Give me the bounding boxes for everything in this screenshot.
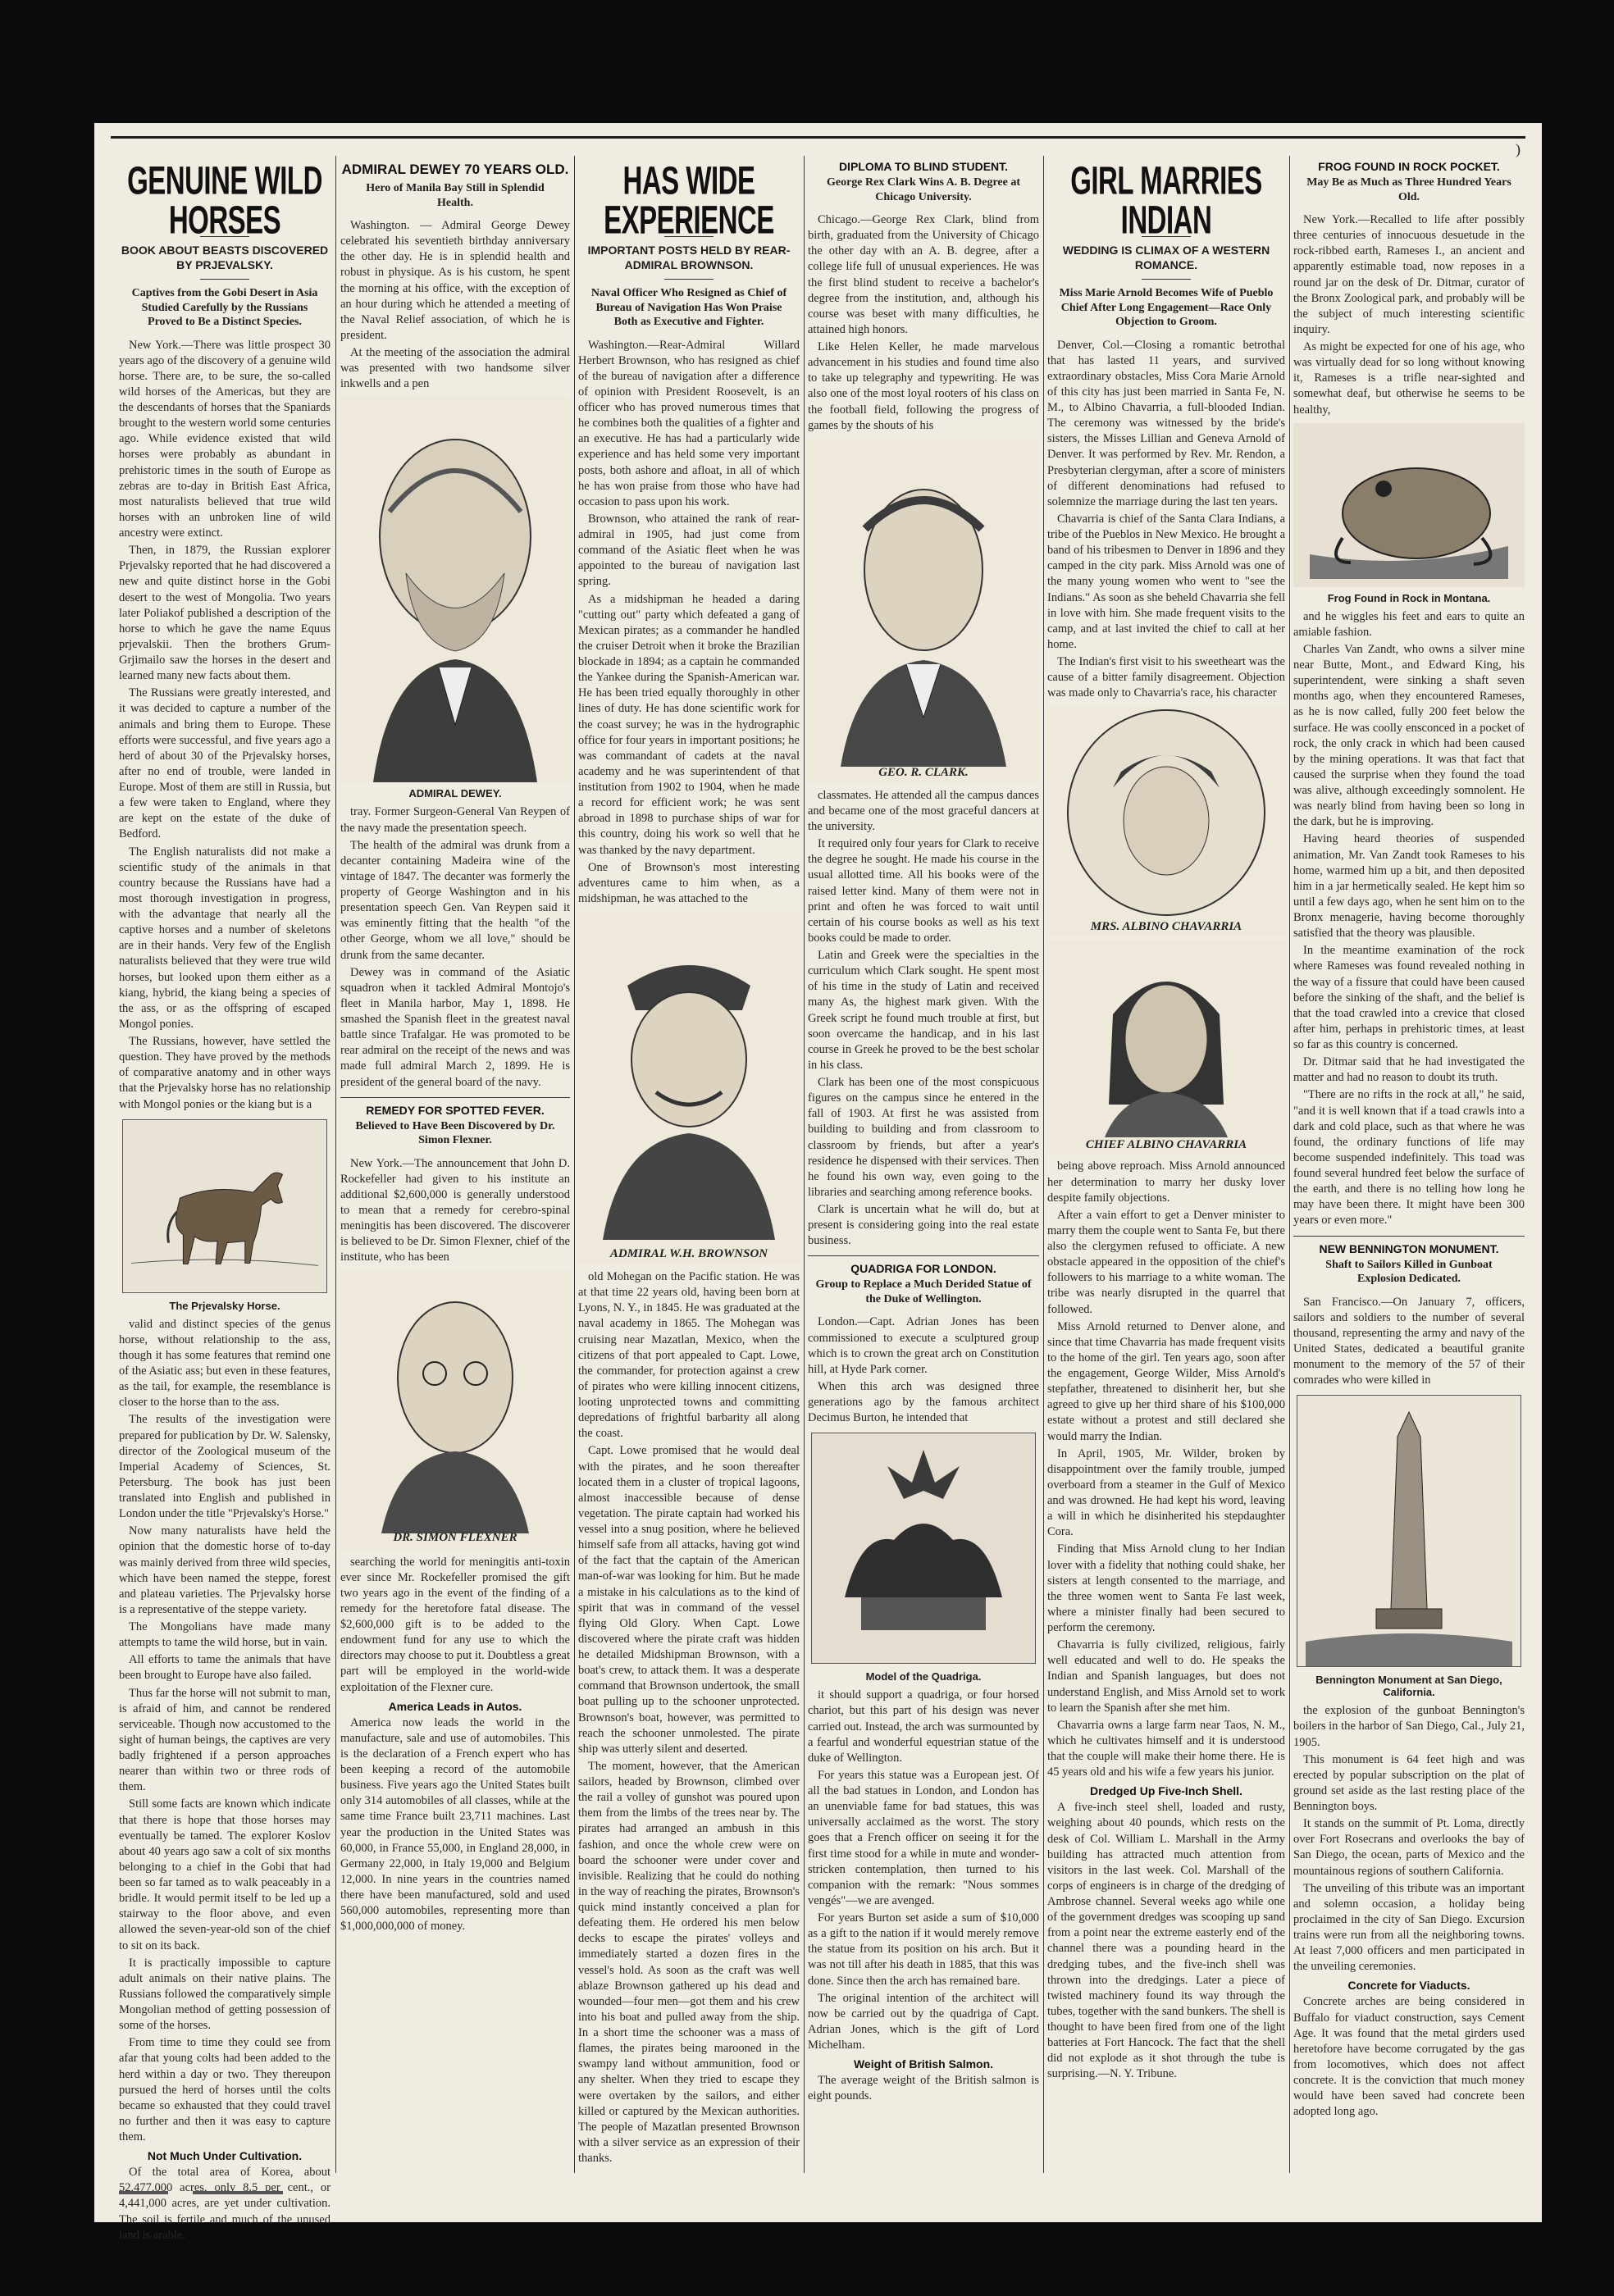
deck: WEDDING IS CLIMAX OF A WESTERN ROMANCE. (1062, 244, 1270, 271)
paragraph: Chavarria is fully civilized, religious, fairly well educated and well to do. He speaks the Indian and Spanish languages, but does not understand English, and Miss Arnold set to work to learn the Spanish after she met him. (1047, 1638, 1285, 1715)
paragraph: Brownson, who attained the rank of rear-admiral in 1905, had just come from command of the Asiatic fleet when he was appointed to the bureau of navigation last spring. (578, 512, 800, 589)
paragraph: The Mongolians have made many attempts to tame the wild horse, but in vain. (119, 1620, 331, 1650)
portrait-drawing-icon (1047, 706, 1285, 936)
paragraph: Chavarria owns a large farm near Taos, N. M., which he cultivates himself and it is understood that the couple will make their home there. He is 45 years old and his wife a few years his junior. (1047, 1718, 1285, 1779)
newspaper-page (94, 123, 1542, 2242)
paragraph: The Indian's first visit to his sweetheart was the cause of a bitter family disagreement. Objection was made only to Chavarria's race, his character (1047, 655, 1285, 700)
paragraph: Like Helen Keller, he made marvelous advancement in his studies and found time also to take up telegraphy and typewriting. He was also one of the most loyal rooters of his class on the football field, following the progress of games by the shouts of his (808, 340, 1039, 432)
deck: George Rex Clark Wins A. B. Degree at Chicago University. (826, 176, 1021, 203)
article-body (578, 338, 800, 908)
article-body-korea (119, 2165, 331, 2244)
paragraph: Washington.—Rear-Admiral Willard Herbert Brownson, who has resigned as chief of the bureau of navigation after a difference of opinion with President Roosevelt, is an officer who has proved numerous times that he combines both the qualities of a fighter and an executive. He has had a particularly wide experience and has held some very important posts, both ashore and afloat, in all of which he has won praise from those who have had occasion to pass upon his work. (578, 338, 800, 508)
subhead: Not Much Under Cultivation. (147, 2149, 303, 2163)
paragraph: The average weight of the British salmon is eight pounds. (808, 2074, 1039, 2103)
paragraph: Dr. Ditmar said that he had investigated the matter and had no reason to doubt its truth. (1293, 1055, 1525, 1085)
article-body-salmon (808, 2073, 1039, 2104)
subhead: Concrete for Viaducts. (1347, 1979, 1470, 1993)
paragraph: It stands on the summit of Pt. Loma, directly over Fort Rosecrans and overlooks the bay of San Diego, the ocean, parts of Mexico and the mountainous regions of southern California. (1293, 1817, 1525, 1878)
paragraph: being above reproach. Miss Arnold announced her determination to marry her dusky lover despite family objections. (1047, 1159, 1285, 1205)
horse-drawing-icon (123, 1120, 326, 1292)
divider (340, 1097, 570, 1098)
headline-remedy: REMEDY FOR SPOTTED FEVER. (366, 1103, 545, 1117)
headline: FROG FOUND IN ROCK POCKET. (1318, 160, 1500, 173)
brownson-portrait (578, 912, 800, 1264)
folio: ) (1516, 141, 1521, 157)
headline: HAS WIDE EXPERIENCE (604, 158, 774, 242)
article-body-continued (1047, 1159, 1285, 1780)
headline: DIPLOMA TO BLIND STUDENT. (838, 160, 1009, 173)
paragraph: The Russians, however, have settled the question. They have proved by the methods of comparative anatomy and in other ways that the Prjevalsky horse has no relationship with Mongol ponies or the kiang but is a (119, 1035, 331, 1111)
article-body (808, 212, 1039, 434)
paragraph: and he wiggles his feet and ears to quite an amiable fashion. (1293, 609, 1525, 639)
paragraph: The English naturalists did not make a scientific study of the animals in that country because the Russians have had a most thorough investigation in progress, with the advantage that nearly all the captive horses and a number of skeletons are in their hands. Very few of the English naturalists believed that they were true wild horses, but looked upon them either as a kiang, hybrid, the kiang being a species of the ass, or as the offspring of escaped Mongol ponies. (119, 845, 331, 1031)
paragraph: The unveiling of this tribute was an important and solemn occasion, a holiday being proclaimed in the city of San Diego. Excursion trains were run from all the neighboring towns. At least 7,000 officers and men participated in the unveiling ceremonies. (1293, 1881, 1525, 1974)
figure-caption: Model of the Quadriga. (865, 1670, 982, 1683)
paragraph: New York.—There was little prospect 30 years ago of the discovery of a genuine wild horse. There are, to be sure, the so-called wild horses of the Americas, but they are the descendants of horses that the Spaniards brought to the western world some centuries ago. While evidence existed that wild horses were probably as abundant in prehistoric times in the south of Europe as zebras are to-day in British East Africa, most naturalists believed that true wild horses with an unbroken line of wild ancestry were extinct. (119, 338, 331, 540)
paragraph: Charles Van Zandt, who owns a silver mine near Butte, Mont., and Edward King, his superintendent, were sinking a shaft seven months ago, when they encountered Rameses, as he is now called, fully 200 feet below the surface. He was coolly ensconced in a pocket of rock, the only crack in which had been caused by the mining operations. It was that fact that caused the surprise when they found the toad was alive, although exceedingly somnolent. He was nearly blind from having been so long in the dark, but he is improving. (1293, 642, 1525, 829)
paragraph: searching the world for meningitis anti-toxin ever since Mr. Rockefeller promised the gift two years ago in the event of the finding of a remedy for the heretofore fatal disease. The $2,600,000 gift is to be added to the endowment fund for any use to which the directors may choose to put it. Doubtless a great part will be employed in the world-wide exploitation of the Flexner cure. (340, 1555, 570, 1694)
deck: Group to Replace a Much Derided Statue of the Duke of Wellington. (815, 1278, 1032, 1305)
deck: IMPORTANT POSTS HELD BY REAR-ADMIRAL BROWNSON. (587, 244, 791, 271)
article-body-continued (340, 804, 570, 1090)
figure-caption: Bennington Monument at San Diego, California. (1315, 1674, 1502, 1699)
portrait-signature: DR. SIMON FLEXNER (393, 1530, 517, 1544)
figure-caption: Frog Found in Rock in Montana. (1327, 591, 1491, 604)
paragraph: New York.—Recalled to life after possibly three centuries of innocuous desuetude in the rock-ribbed earth, Rameses I., an ancient and apparently estimable toad, now reposes in a round jar on the desk of Dr. Ditmar, curator of the Bronx Zoological park, and probably will be the subject of much interesting scientific inquiry. (1293, 213, 1525, 336)
subdeck: Captives from the Gobi Desert in Asia Studied Carefully by the Russians Proved to Be a Distinct Species. (131, 287, 318, 328)
paragraph: Now many naturalists have held the opinion that the domestic horse of to-day was mainly derived from three wild species, which have been named the steppe, forest and plateau varieties. The Prjevalsky horse is a representative of the steppe variety. (119, 1524, 331, 1616)
clark-portrait (808, 439, 1039, 783)
paragraph: For years this statue was a European jest. Of all the bad statues in London, and London has an unenviable fame for bad statues, this was universally acclaimed as the worst. The story goes that a French officer on seeing it for the first time stood for a while in mute and wonder-stricken contemplation, then turned to his companion with the remark: "Nous sommes vengés"—we are avenged. (808, 1768, 1039, 1907)
article-body-remedy-continued (340, 1555, 570, 1696)
column-blind-student (808, 156, 1039, 2173)
paragraph: A five-inch steel shell, loaded and rusty, weighing about 40 pounds, which rests on the desk of Col. William L. Marshall in the Army building has attracted much attention from visitors in the last week. Col. Marshall of the corps of engineers is in charge of the dredging of Ambrose channel. Several weeks ago while one of the government dredges was scooping up sand from a point near the extreme easterly end of the channel there was a pounding heard in the dredging tubes, and the five-inch shell was thrown into the dredgings. Later a piece of twisted machinery found its way through the tubes, together with the sand bunkers. The shell is thought to have been fired from one of the light batteries at Fort Hancock. The fact that the shell did not explode as it shot through the tube is surprising.—N. Y. Tribune. (1047, 1801, 1285, 2081)
paragraph: Finding that Miss Arnold clung to her Indian lover with a fidelity that nothing could shake, her sisters at length consented to the marriage, and the three women went to Santa Fe last week, where a minister finally had been secured to perform the ceremony. (1047, 1542, 1285, 1634)
paragraph: This monument is 64 feet high and was erected by popular subscription on the plat of ground set aside as the last resting place of the Bennington boys. (1293, 1752, 1525, 1813)
paragraph: In the meantime examination of the rock where Rameses was found revealed nothing in the way of a fissure that could have been caused before the sinking of the shaft, and the belief is that the toad crawled into a crevice that closed after him, perhaps in prehistoric times, at least so far as this country is concerned. (1293, 944, 1525, 1051)
figure-caption: The Prjevalsky Horse. (169, 1299, 280, 1312)
article-body-autos (340, 1715, 570, 1935)
portrait-signature: MRS. ALBINO CHAVARRIA (1090, 920, 1242, 934)
divider (1293, 1236, 1525, 1237)
paragraph: New York.—The announcement that John D. Rockefeller had given to his institute an additional $2,600,000 is generally understood to mean that a remedy for cerebro-spinal meningitis has been discovered. The discoverer is believed to be Dr. Simon Flexner, chief of the institute, who has been (340, 1156, 570, 1264)
mrs-chavarria-portrait (1047, 706, 1285, 936)
article-body-remedy (340, 1156, 570, 1266)
divider (1142, 279, 1191, 280)
article-body-quadriga (808, 1314, 1039, 1426)
headline: ADMIRAL DEWEY 70 YEARS OLD. (341, 162, 569, 177)
deck: Believed to Have Been Discovered by Dr. Simon Flexner. (355, 1119, 555, 1147)
paragraph: Still some facts are known which indicate that there is hope that those horses may eventually be tamed. The explorer Koslov about 40 years ago saw a colt of six months belonging to a chief in the Gobi that had been so far tamed as to walk peaceably in a bridle. It would permit itself to be led up a stairway to the floor above, and even allowed the seven-year-old son of the chief to sit on its back. (119, 1797, 331, 1952)
column-rule (335, 156, 336, 2173)
flexner-portrait (340, 1271, 570, 1550)
monument-illustration (1297, 1395, 1521, 1667)
paragraph: From time to time they could see from afar that young colts had been added to the herd within a day or two. They thereupon pursued the herd of horses until the colts became so exhausted that they could travel no further and then it was easy to capture them. (119, 2036, 331, 2143)
paragraph: As might be expected for one of his age, who was virtually dead for so long without knowing it, Rameses is a trifle near-sighted and somewhat deaf, but otherwise he seems to be healthy, (1293, 340, 1525, 417)
paragraph: In April, 1905, Mr. Wilder, broken by disappointment over the family trouble, jumped overboard from a steamer in the Gulf of Mexico and was drowned. He had kept his word, leaving a will in which he disinherited his stepdaughter Cora. (1047, 1446, 1285, 1539)
paragraph: It required only four years for Clark to receive the degree he sought. He made his course in the usual allotted time. All his books were of the raised letter kind. Many of them were not in print and often he was forced to wait until certain of his course books as well as his text books could be made to order. (808, 837, 1039, 945)
paragraph: When this arch was designed three generations ago by the famous architect Decimus Burton, he intended that (808, 1379, 1039, 1425)
portrait-drawing-icon (1047, 941, 1285, 1154)
paragraph: Miss Arnold returned to Denver alone, and since that time Chavarria has made frequent visits to the home of the girl. Ten years ago, soon after the engagement, George Wilder, Miss Arnold's stepfather, threatened to disinherit her, but she agreed to give up her third share of his $100,000 estate without a protest and still declared she would marry the Indian. (1047, 1319, 1285, 1443)
paragraph: It is practically impossible to capture adult animals on their native plains. The Russians followed the comparatively simple Mongolian method of getting possession of some of the horses. (119, 1956, 331, 2033)
paragraph: As a midshipman he headed a daring "cutting out" party which defeated a gang of Mexican pirates; as a commander he handled the cruiser Detroit when it broke the Brazilian blockade in 1894; as a captain he commanded the Yankee during the Spanish-American war. He has been tried equally thoroughly in other lines of duty. He has done scientific work for the coast survey; he was in the hydrographic office for four years in important positions; he was commandant of cadets at the naval academy and he was superintendent of that institution from 1902 to 1904, when he made a record for efficient work; he was sent abroad in 1898 to purchase ships of war for this country, doing his work so well that he was thanked by the navy department. (578, 592, 800, 857)
article-body-shell (1047, 1800, 1285, 2082)
column-rule (804, 156, 805, 2173)
paragraph: Then, in 1879, the Russian explorer Prjevalsky reported that he had discovered a new and quite distinct horse in the Gobi desert to the west of Mongolia. Two years later Poliakof published a description of the horse to which he gave the name Equus prjevalskii. Then the brothers Grum-Grjimailo saw the horses in the desert and learned many new facts about them. (119, 544, 331, 683)
frog-drawing-icon (1293, 423, 1525, 587)
portrait-drawing-icon (340, 397, 570, 782)
column-rule (574, 156, 575, 2173)
paragraph: Having heard theories of suspended animation, Mr. Van Zandt took Rameses to his home, warmed him up a bit, and then deposited him in a jar hermetically sealed. He kept him so until a few days ago, when he sent him on to the Bronx menagerie, having become thoroughly satisfied that the theory was plausible. (1293, 832, 1525, 941)
paragraph: For years Burton set aside a sum of $10,000 as a gift to the nation if it would merely remove the statue from its position on his arch. But it was not till after his death in 1885, that this was done. Since then the arch has remained bare. (808, 1911, 1039, 1988)
subhead: Dredged Up Five-Inch Shell. (1090, 1784, 1242, 1798)
column-wild-horses (119, 156, 331, 2242)
article-body-viaducts (1293, 1994, 1525, 2120)
paragraph: "There are no rifts in the rock at all," he said, "and it is well known that if a toad crawls into a dark and cold place, such as that where he was found, the ordinary functions of life may become suspended indefinitely. This toad was found several hundred feet below the surface of the earth, and there is no telling how long he may have been there. It might have been 300 years or even more." (1293, 1088, 1525, 1228)
paragraph: One of Brownson's most interesting adventures came to him when, as a midshipman, he was attached to the (578, 860, 800, 905)
horse-illustration (122, 1119, 327, 1293)
portrait-signature: ADMIRAL W.H. BROWNSON (609, 1247, 768, 1260)
divider (200, 279, 249, 280)
article-body-quadriga-continued (808, 1688, 1039, 2053)
portrait-drawing-icon (340, 1271, 570, 1550)
column-rule (1043, 156, 1044, 2173)
paragraph: At the meeting of the association the admiral was presented with two handsome silver inkwells and a pen (340, 346, 570, 391)
obelisk-drawing-icon (1297, 1396, 1521, 1666)
article-body (1047, 338, 1285, 702)
paragraph: Chicago.—George Rex Clark, blind from birth, graduated from the University of Chicago the other day with an A. B. degree, after a college life full of unusual experiences. He was the first blind student to receive a bachelor's degree from the institution, and, although his course was beset with many difficulties, he attained high honors. (808, 213, 1039, 336)
top-rule (111, 136, 1525, 139)
dewey-portrait (340, 397, 570, 782)
deck: BOOK ABOUT BEASTS DISCOVERED BY PRJEVALSKY. (121, 244, 329, 271)
paragraph: The original intention of the architect will now be carried out by the quadriga of Capt. Adrian Jones, which is the gift of Lord Michelham. (808, 1991, 1039, 2052)
paragraph: The moment, however, that the American sailors, headed by Brownson, climbed over the rail a volley of gunshot was poured upon them from the limbs of the trees near by. The pirates had arranged an ambush in this fashion, and once the whole crew were on board the schooner were under cover and invisible. Realizing that he could do nothing in the way of reaching the pirates, Brownson's quick mind instantly conceived a plan for defeating them. He ordered his men below decks to escape the pirates' volleys and immediately started a dozen fires in the vessel's hold. As soon as the craft was well ablaze Brownson gathered up his dead and wounded—four men—got them and his crew into his boat and pulled away from the ship. In a short time the schooner was a mass of flames, the pirates being marooned in the swampy land without ammunition, food or any shelter. When they tried to escape they were overtaken by the sailors, and either killed or captured by the Mexican authorities. The people of Mazatlan presented Brownson with a silver service as an expression of their thanks. (578, 1759, 800, 2165)
paragraph: San Francisco.—On January 7, officers, sailors and soldiers to the number of several thousand, representing the army and navy of the United States, dedicated a beautiful granite monument to the memory of the 57 of their comrades who were killed in (1293, 1295, 1525, 1387)
deck: May Be as Much as Three Hundred Years Old. (1306, 176, 1511, 203)
portrait-drawing-icon (808, 439, 1039, 783)
paragraph: it should support a quadriga, or four horsed chariot, but this part of his design was never carried out. Instead, the arch was surmounted by a fearful and wonderful equestrian statue of the duke of Wellington. (808, 1688, 1039, 1765)
article-body (1293, 212, 1525, 418)
portrait-signature: GEO. R. CLARK. (878, 765, 969, 779)
paragraph: tray. Former Surgeon-General Van Reypen of the navy made the presentation speech. (340, 805, 570, 835)
article-body (119, 338, 331, 1113)
portrait-signature: CHIEF ALBINO CHAVARRIA (1085, 1138, 1247, 1152)
subhead: Weight of British Salmon. (853, 2057, 994, 2071)
paragraph: Capt. Lowe promised that he would deal with the pirates, and he soon thereafter located them in a cluster of tropical lagoons, almost inaccessible because of dense vegetation. The pirate captain had worked his vessel into a snug position, where he believed himself safe from all attacks, having got wind of the fact that the captain of the American man-of-war was looking for him. But he made a mistake in his calculations as to the kind of spirit that was in command of the vessel flying Old Glory. When Capt. Lowe discovered where the pirate craft was hidden he detailed Midshipman Brownson, with a boat's crew, to attack them. It was a desperate command that Brownson undertook, the small boat pulling up to the schooner unprotected. Brownson's boat, however, was permitted to reach the schooner unmolested. The pirate ship was utterly silent and deserted. (578, 1444, 800, 1756)
paragraph: valid and distinct species of the genus horse, without relationship to the ass, though it has some features that remind one of the Asiatic ass; but even in these features, as the tail, for example, the resemblance is closer to the horse than to the ass. (119, 1317, 331, 1410)
paragraph: old Mohegan on the Pacific station. He was at that time 22 years old, having been born at Lyons, N. Y., in 1845. He was graduated at the naval academy in 1865. The Mohegan was cruising near Mazatlan, Mexico, when the citizens of that port appealed to Capt. Lowe, the commander, for protection against a crew of pirates who were killing innocent citizens, looting unprotected towns and committing depredations of frightful barbarity all along the coast. (578, 1270, 800, 1441)
column-rule (1289, 156, 1290, 2173)
headline: GENUINE WILD HORSES (127, 158, 322, 242)
frog-illustration (1293, 423, 1525, 587)
paragraph: Concrete arches are being considered in Buffalo for viaduct construction, says Cement Age. It was found that the metal girders used heretofore have become corrugated by the gas from locomotives, which does not affect concrete. It is the conviction that much money would have been saved had concrete been adopted long ago. (1293, 1995, 1525, 2119)
headline: GIRL MARRIES INDIAN (1070, 158, 1262, 242)
statue-drawing-icon (812, 1433, 1035, 1663)
subhead: America Leads in Autos. (388, 1699, 522, 1713)
article-body-continued (1293, 609, 1525, 1229)
subdeck: Miss Marie Arnold Becomes Wife of Pueblo Chief After Long Engagement—Race Only Objection to Groom. (1059, 287, 1274, 328)
paragraph: Clark has been one of the most conspicuous figures on the campus since he entered in the fall of 1903. At first he was assisted from building to building and from classroom to classroom by friends, but after a year's residence he dispensed with their services. Then he found his own way, even going to the libraries and searching among reference books. (808, 1076, 1039, 1199)
article-body-continued (578, 1269, 800, 2166)
article-body-bennington-continued (1293, 1703, 1525, 1975)
article-body-continued (119, 1317, 331, 2146)
bottom-edge (119, 2185, 1517, 2200)
torn-edge-icon (119, 2185, 1517, 2200)
article-body-bennington (1293, 1295, 1525, 1389)
column-frog (1293, 156, 1525, 2173)
headline-bennington: NEW BENNINGTON MONUMENT. (1319, 1241, 1499, 1255)
paragraph: Washington. — Admiral George Dewey celebrated his seventieth birthday anniversary the other day. He is in splendid health and robust in physique. As is his custom, he spent the morning at his office, with the exception of an hour during which he attended a meeting of the Naval Relief association, of which he is president. (340, 219, 570, 342)
article-body (340, 218, 570, 392)
paragraph: the explosion of the gunboat Bennington's boilers in the harbor of San Diego, Cal., July 21, 1905. (1293, 1704, 1525, 1749)
paragraph: Thus far the horse will not submit to man, is afraid of him, and cannot be rendered serviceable. Though now accustomed to the sight of human beings, the captives are very badly frightened if a person approaches nearer than within two or three rods of them. (119, 1686, 331, 1794)
paragraph: Clark is uncertain what he will do, but at present is considering going into the real estate business. (808, 1203, 1039, 1248)
column-brownson (578, 156, 800, 2173)
article-body-continued (808, 788, 1039, 1250)
column-girl-marries-indian (1047, 156, 1285, 2173)
quadriga-illustration (811, 1433, 1036, 1664)
paragraph: Of the total area of Korea, about 52,477,000 acres, only 8.5 per cent., or 4,441,000 acres, are yet under cultivation. The soil is fertile and much of the unused land is arable. (119, 2166, 331, 2242)
paragraph: The Russians were greatly interested, and it was decided to capture a number of the animals and bring them to Europe. These efforts were successful, and five years ago a herd of about 30 of the Prjevalsky horses, after no end of trouble, were landed in Europe. Most of them are still in Russia, but a few were taken to England, where they are kept on the estate of the duke of Bedford. (119, 686, 331, 841)
paragraph: The health of the admiral was drunk from a decanter containing Madeira wine of the vintage of 1847. The decanter was formerly the property of George Washington and in his presentation speech Gen. Van Reypen said it was eminently fitting that the health "of the other George, whom we all love," should be drunk from the same decanter. (340, 838, 570, 962)
column-dewey (340, 156, 570, 2173)
paragraph: classmates. He attended all the campus dances and became one of the most graceful dancers at the university. (808, 788, 1039, 833)
chief-chavarria-portrait (1047, 941, 1285, 1154)
subdeck: Naval Officer Who Resigned as Chief of Bureau of Navigation Has Won Praise Both as Executive and Fighter. (590, 287, 787, 328)
divider (664, 279, 714, 280)
divider (808, 1255, 1039, 1256)
deck: Hero of Manila Bay Still in Splendid Health. (366, 182, 545, 209)
deck: Shaft to Sailors Killed in Gunboat Explosion Dedicated. (1325, 1258, 1493, 1285)
paragraph: After a vain effort to get a Denver minister to marry them the couple went to Santa Fe, but there also the clergymen refused to officiate. A new obstacle appeared in the opposition of the chief's followers to his marriage to a white woman. The tribe was nearly disrupted in the quarrel that followed. (1047, 1208, 1285, 1316)
paragraph: London.—Capt. Adrian Jones has been commissioned to execute a sculptured group which is to crown the great arch on Constitution hill, at Hyde Park corner. (808, 1315, 1039, 1376)
paragraph: Latin and Greek were the specialties in the curriculum which Clark sought. He spent most of his time in the study of Latin and received many As, the highest mark given. With the Greek script he found much trouble at first, but soon overcame the handicap, and in his last course in Greek he proved to be the best scholar in his class. (808, 949, 1039, 1072)
paragraph: All efforts to tame the animals that have been brought to Europe have also failed. (119, 1653, 331, 1683)
paragraph: Dewey was in command of the Asiatic squadron when it tackled Admiral Montojo's fleet in Manila harbor, May 1, 1898. He smashed the Spanish fleet in the greatest naval battle since Trafalgar. He was promoted to be rear admiral on the receipt of the news and was made full admiral March 2, 1899. He is president of the general board of the navy. (340, 965, 570, 1089)
portrait-drawing-icon (578, 912, 800, 1264)
paragraph: The results of the investigation were prepared for publication by Dr. W. Salensky, director of the Zoological museum of the Imperial Academy of Sciences, St. Petersburg. The book has just been translated into English and published in London under the title "Prjevalsky's Horse." (119, 1413, 331, 1521)
paragraph: Denver, Col.—Closing a romantic betrothal that has lasted 11 years, and survived extraordinary obstacles, Miss Cora Marie Arnold of this city has just been married in Santa Fe, N. M., to Albino Chavarria, a full-blooded Indian. The ceremony was witnessed by the bride's sisters, the Misses Lillian and Geneva Arnold of Denver. It was performed by Rev. Mr. Rendon, a Presbyterian clergyman, after a score of ministers of different denominations had refused to solemnize the marriage during the last ten years. (1047, 338, 1285, 508)
paragraph: America now leads the world in the manufacture, sale and use of automobiles. This is the declaration of a French expert who has been keeping a record of the automobile business. Five years ago the United States built only 314 automobiles of all classes, while at the same time France built 23,711 machines. Last year the production in the United States was 60,000, in France 55,000, in England 28,000, in Germany 22,000, in Italy 19,000 and Belgium 12,000. In nine years in the countries named there have been manufactured, sold and used 560,000 automobiles, representing more than $1,000,000,000 of money. (340, 1715, 570, 1934)
paragraph: Chavarria is chief of the Santa Clara Indians, a tribe of the Pueblos in New Mexico. He brought a band of his tribesmen to Denver in 1896 and they camped in the city park. Miss Arnold was one of the many young women who went to "see the Indians." As soon as she beheld Chavarria she fell in love with him. She made frequent visits to the camp, and at last invited the chief to call at her home. (1047, 512, 1285, 651)
headline-quadriga: QUADRIGA FOR LONDON. (850, 1262, 996, 1276)
figure-caption: ADMIRAL DEWEY. (408, 787, 502, 800)
